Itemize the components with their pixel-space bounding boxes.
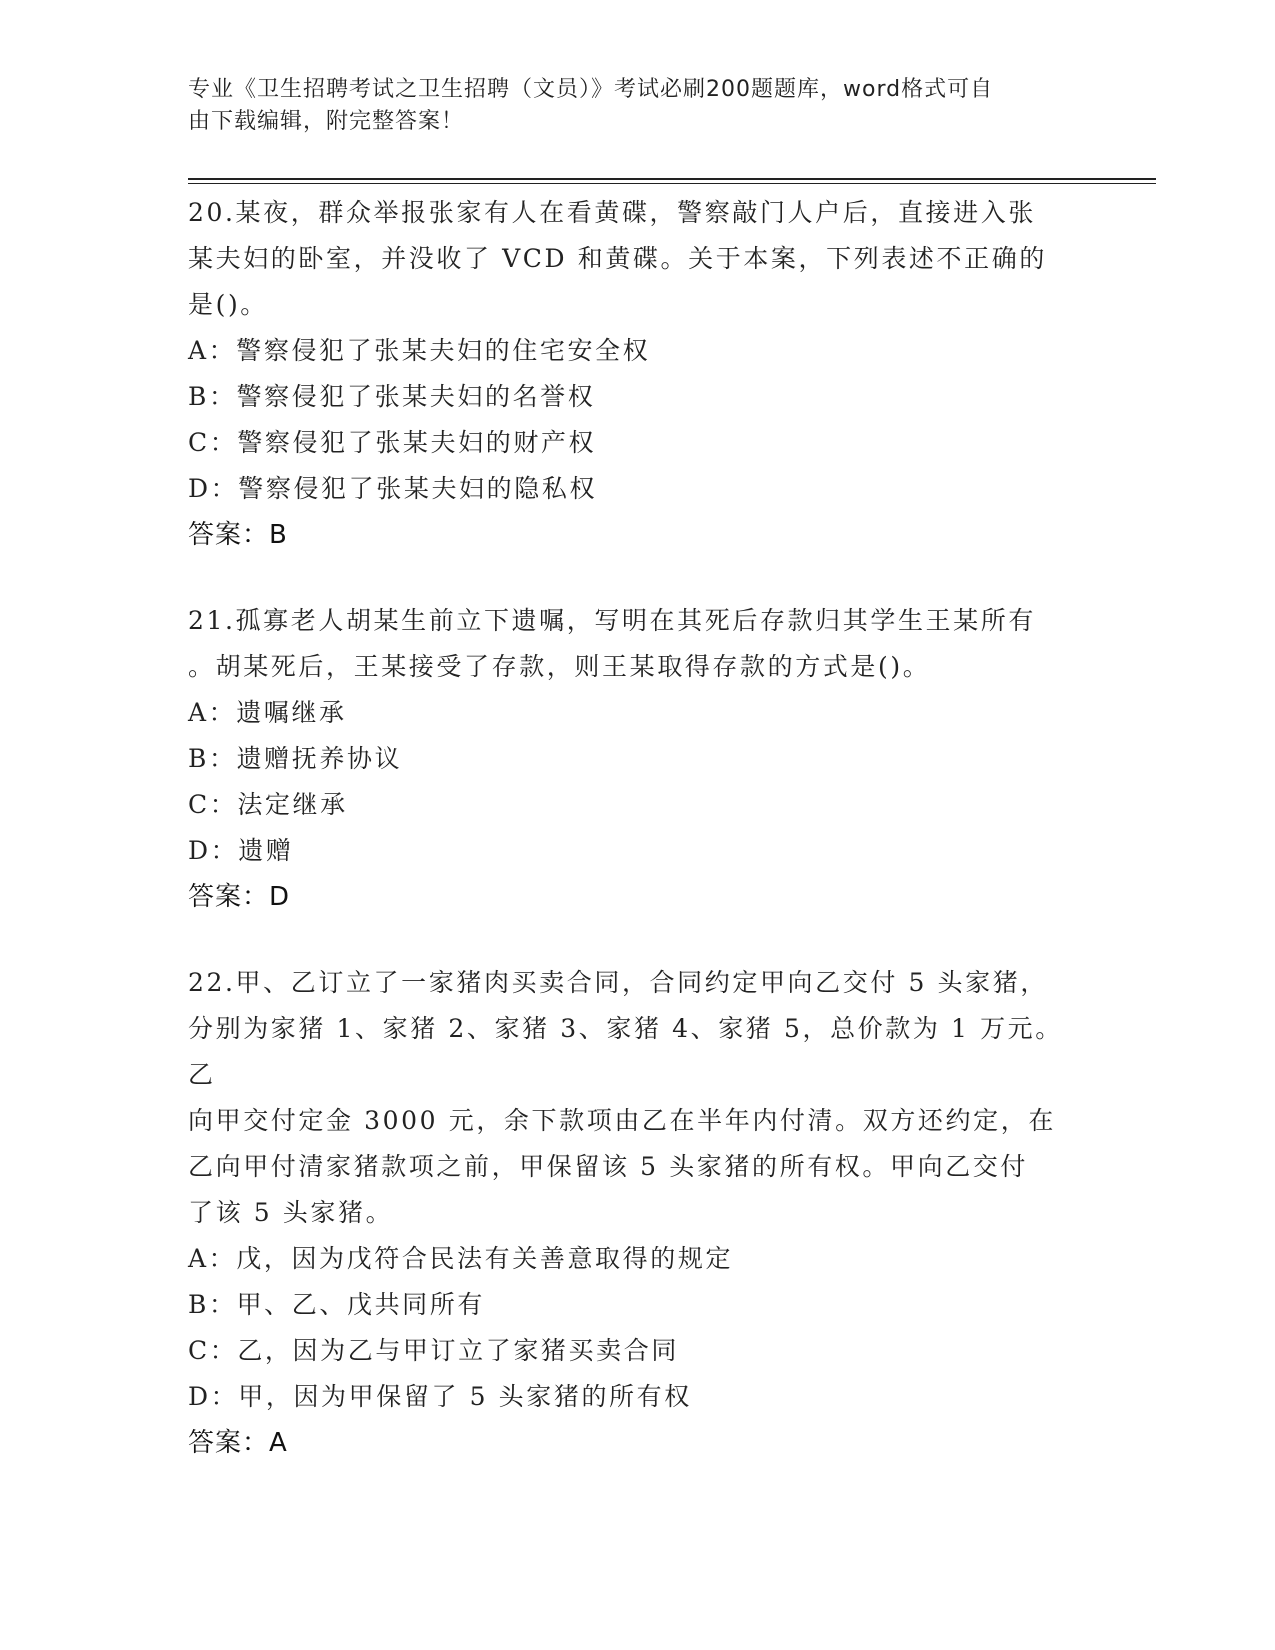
question-stem	[188, 960, 1088, 1236]
document-header	[188, 74, 1068, 138]
option-d: D：警察侵犯了张某夫妇的隐私权	[188, 474, 598, 503]
stem-line: 某夫妇的卧室，并没收了 VCD 和黄碟。关于本案，下列表述不正确的	[188, 244, 1047, 273]
option-c: C：乙，因为乙与甲订立了家猪买卖合同	[188, 1336, 679, 1365]
stem-line: 21.孤寡老人胡某生前立下遗嘱，写明在其死后存款归其学生王某所有	[188, 606, 1036, 635]
option-a: A：戊，因为戊符合民法有关善意取得的规定	[188, 1244, 734, 1273]
header-divider-thick	[188, 178, 1156, 180]
stem-line: 乙向甲付清家猪款项之前，甲保留该 5 头家猪的所有权。甲向乙交付	[188, 1152, 1029, 1181]
question-20	[188, 190, 1088, 558]
stem-line: 向甲交付定金 3000 元，余下款项由乙在半年内付清。双方还约定，在	[188, 1106, 1056, 1135]
option-b: B：遗赠抚养协议	[188, 744, 403, 773]
option-b: B：警察侵犯了张某夫妇的名誉权	[188, 382, 596, 411]
question-stem	[188, 190, 1088, 328]
answer: 答案：A	[188, 1428, 288, 1458]
stem-line: 22.甲、乙订立了一家猪肉买卖合同，合同约定甲向乙交付 5 头家猪，	[188, 968, 1048, 997]
answer: 答案：D	[188, 882, 291, 912]
option-d: D：遗赠	[188, 836, 294, 865]
question-21	[188, 598, 1088, 920]
question-22	[188, 960, 1088, 1466]
stem-line: 。胡某死后，王某接受了存款，则王某取得存款的方式是()。	[188, 652, 931, 681]
stem-line: 20.某夜，群众举报张家有人在看黄碟，警察敲门人户后，直接进入张	[188, 198, 1036, 227]
stem-line: 了该 5 头家猪。	[188, 1198, 394, 1227]
option-d: D：甲，因为甲保留了 5 头家猪的所有权	[188, 1382, 692, 1411]
answer: 答案：B	[188, 520, 288, 550]
option-b: B：甲、乙、戊共同所有	[188, 1290, 485, 1319]
option-c: C：法定继承	[188, 790, 348, 819]
question-stem	[188, 598, 1088, 690]
stem-line: 是()。	[188, 290, 268, 319]
option-a: A：警察侵犯了张某夫妇的住宅安全权	[188, 336, 651, 365]
stem-line: 分别为家猪 1、家猪 2、家猪 3、家猪 4、家猪 5，总价款为 1 万元。乙	[188, 1014, 1063, 1089]
header-line-1: 专业《卫生招聘考试之卫生招聘（文员）》考试必刷200题题库，word格式可自	[188, 77, 994, 102]
header-divider-thin	[188, 183, 1156, 184]
option-a: A：遗嘱继承	[188, 698, 347, 727]
header-line-2: 由下载编辑，附完整答案！	[188, 109, 465, 134]
option-c: C：警察侵犯了张某夫妇的财产权	[188, 428, 597, 457]
